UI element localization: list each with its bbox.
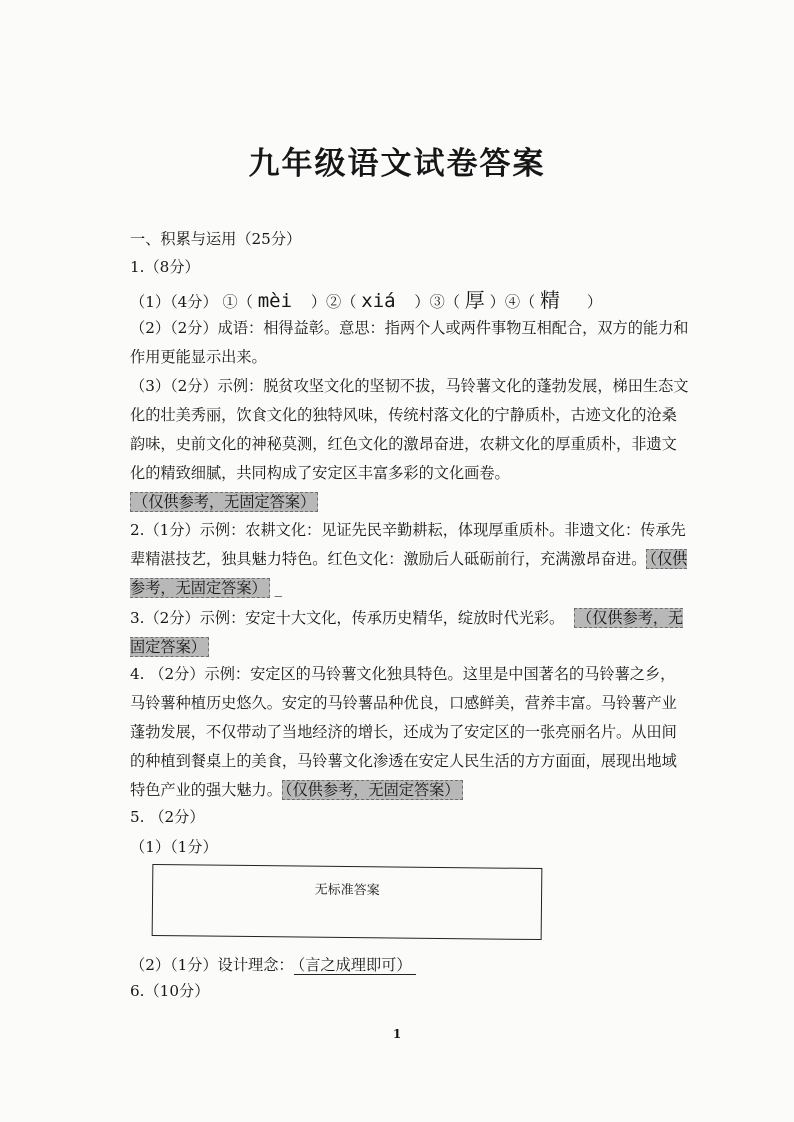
blank-open-2: ）②（ — [310, 293, 357, 311]
question-1-sub2 — [130, 314, 690, 372]
q1-sub3-prefix: （3）（2分） — [130, 377, 218, 395]
answer-char-4: 精 — [540, 288, 561, 312]
question-1-label: 1.（8分） — [130, 258, 200, 276]
page-title: 九年级语文试卷答案 — [248, 146, 546, 182]
q4-note: （仅供参考，无固定答案） — [282, 780, 463, 800]
question-1-sub3 — [130, 372, 690, 517]
question-4 — [130, 660, 690, 805]
q1-sub3-text: 示例：脱贫攻坚文化的坚韧不拔，马铃薯文化的蓬勃发展，梯田生态文化的壮美秀丽，饮食文化的独特风味，传统村落文化的宁静质朴，古迹文化的沧桑韵味，史前文化的神秘莫测，红色文化的激昂奋进，农耕文化的厚重质朴，非遗文化的精致细腻，共同构成了安定区丰富多彩的文化画卷。 — [130, 377, 689, 482]
blank-open-4: ）④（ — [489, 293, 536, 311]
question-5-sub2 — [130, 954, 416, 975]
answer-box — [152, 864, 543, 940]
blank-close-4: ） — [586, 293, 603, 311]
q2-tail: _ — [269, 579, 283, 597]
answer-pinyin-2: xiá — [361, 290, 396, 312]
question-1-sub1 — [130, 284, 602, 313]
page-number: 1 — [392, 1027, 402, 1041]
q2-note: （仅供参考，无固定答案） — [130, 550, 688, 597]
blank-open-1: ①（ — [222, 293, 253, 311]
question-5-sub1: （1）（1分） — [130, 838, 218, 856]
q1-sub1-prefix: （1）（4分） — [130, 293, 218, 311]
q1-sub2-text: 成语：相得益彰。意思：指两个人或两件事物互相配合，双方的能力和作用更能显示出来。 — [130, 319, 689, 366]
q4-prefix: 4. （2分） — [130, 665, 205, 683]
q5-sub2-prefix: （2）（1分）设计理念： — [130, 956, 294, 974]
q3-prefix: 3.（2分） — [130, 609, 200, 627]
q5-sub2-answer: （言之成理即可） — [294, 956, 416, 975]
question-5-label: 5. （2分） — [130, 808, 205, 826]
q2-text: 示例：农耕文化：见证先民辛勤耕耘，体现厚重质朴。非遗文化：传承先辈精湛技艺，独具魅力特色。红色文化：激励后人砥砺前行，充满激昂奋进。 — [130, 521, 686, 568]
q1-sub3-note: （仅供参考，无固定答案） — [130, 492, 318, 512]
q4-text: 示例：安定区的马铃薯文化独具特色。这里是中国著名的马铃薯之乡，马铃薯种植历史悠久。安定的马铃薯品种优良，口感鲜美，营养丰富。马铃薯产业蓬勃发展，不仅带动了当地经济的增长，还成为了安定区的一张亮丽名片。从田间的种植到餐桌上的美食，马铃薯文化渗透在安定人民生活的方方面面，展现出地域特色产业的强大魅力。 — [130, 665, 677, 799]
answer-pinyin-1: mèi — [257, 290, 293, 312]
q1-sub2-prefix: （2）（2分） — [130, 319, 218, 337]
section-heading: 一、积累与运用（25分） — [130, 230, 302, 248]
question-6-label: 6.（10分） — [130, 982, 210, 1000]
answer-box-text: 无标准答案 — [314, 882, 380, 899]
question-2 — [130, 516, 690, 603]
question-3 — [130, 604, 690, 662]
blank-open-3: ）③（ — [414, 293, 460, 311]
answer-char-3: 厚 — [464, 288, 485, 312]
q2-prefix: 2.（1分） — [130, 521, 200, 539]
q3-note: （仅供参考，无固定答案） — [130, 609, 684, 656]
q3-text: 示例：安定十大文化，传承历史精华，绽放时代光彩。 — [199, 609, 565, 627]
